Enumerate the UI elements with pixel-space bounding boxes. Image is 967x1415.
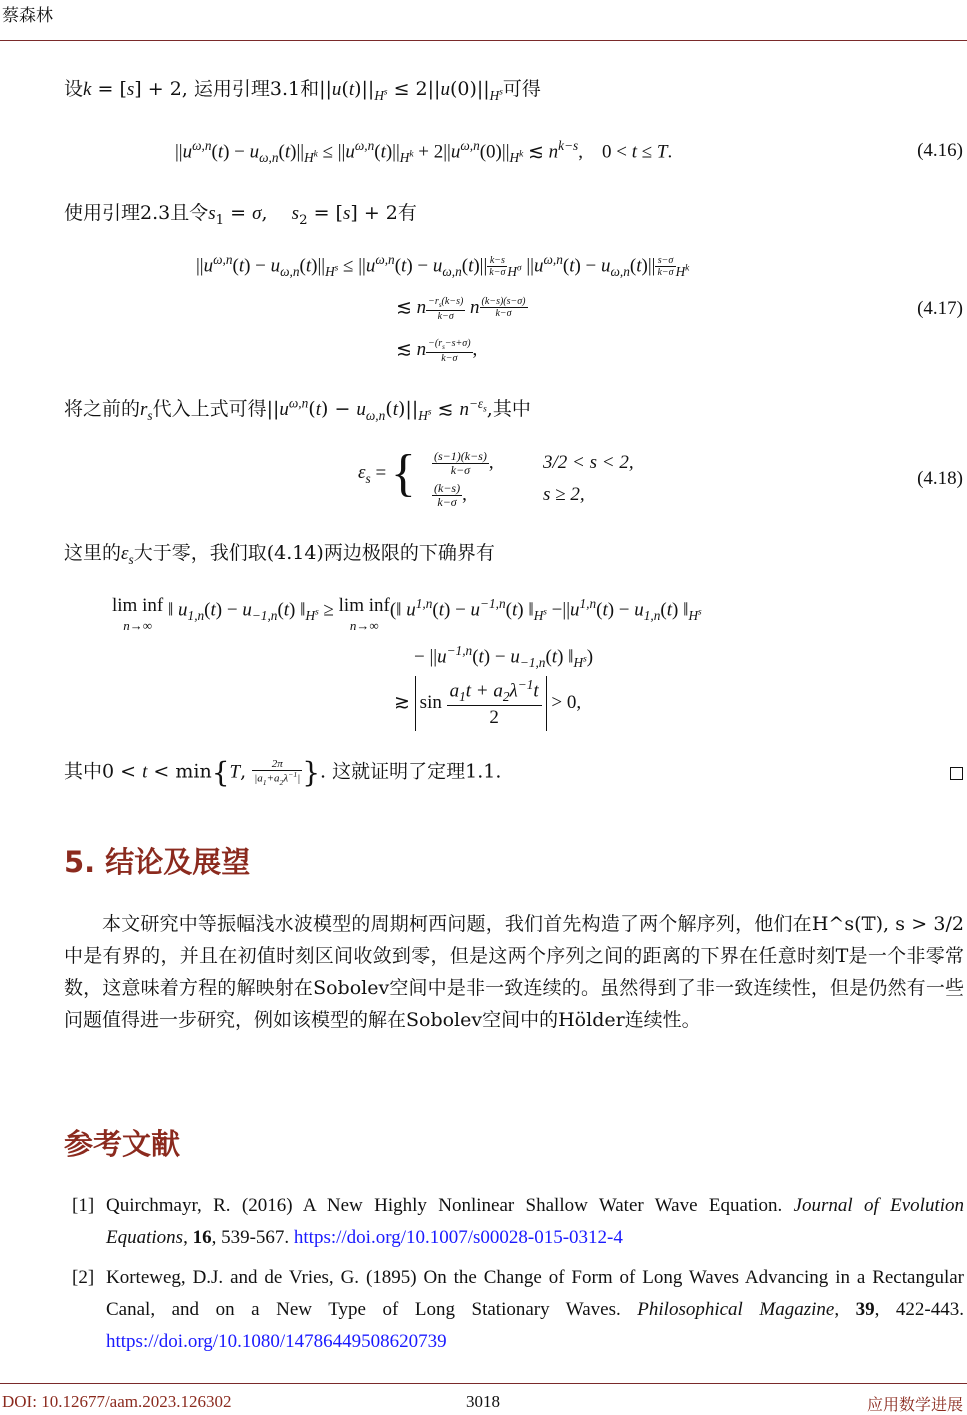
equation-4-17-row1: $||u^{\omega,n}(t) - u_{\omega,n}(t)||_{H^s} \le ||u^{\omega,n}(t) - u_{\omega,n}(t)||$ $\frac{k-s}{k-\sigma}$ $_{H^\sigma}$ $||u^{\omega,n}(t) - u_{\omega,n}(t)||$ $\frac{s-\sigma}{k-\sigma}$ $_{H^k}$ bbox=[196, 252, 690, 280]
section-5-paragraph: 本文研究中等振幅浅水波模型的周期柯西问题，我们首先构造了两个解序列，他们在H^s(𝕋), s > 3/2中是有界的，并且在初值时刻区间收敛到零，但是这两个序列之间的距离的下界在任意时刻T是一个非零常数，这意味着方程的解映射在Sobolev空间中是非一致连续的。虽然得到了非一致连续性，但是仍然有一些问题值得进一步研究，例如该模型的解在Sobolev空间中的Hölder连续性。 bbox=[64, 913, 964, 1031]
reference-2-number: [2] bbox=[72, 1267, 95, 1288]
reference-1-journal: Journal of Evolution Equations bbox=[106, 1195, 965, 1248]
equation-4-17-row3: ≲ n $\frac{-(r_s-s+\sigma)}{k-\sigma}$ , bbox=[396, 338, 478, 364]
reference-2-text: Korteweg, D.J. and de Vries, G. (1895) On the Change of Form of Long Waves Advancing in a Rectangular Canal, and on a New Type of Long Stationary Waves. bbox=[106, 1267, 964, 1320]
footer-journal-name: 应用数学进展 bbox=[866, 1395, 963, 1414]
equation-4-16: $||u^{\omega,n}(t) - u_{\omega,n}(t)||_{H^k} \le ||u^{\omega,n}(t)||_{H^k} + 2||u^{\omega,n}(0)||_{H^k}$ ≲ $n^{k-s}$, 0 < t ≤ T. bbox=[175, 138, 673, 166]
equation-4-18: $\varepsilon_s$ = { bbox=[358, 445, 416, 502]
references-title: 参考文献 bbox=[64, 1127, 181, 1161]
footer-doi[interactable]: DOI: 10.12677/aam.2023.126302 bbox=[2, 1392, 232, 1411]
section-5-title: 5. 结论及展望 bbox=[64, 845, 251, 879]
equation-number-4-18: (4.18) bbox=[917, 468, 963, 489]
reference-1: [1] Quirchmayr, R. (2016) A New Highly Nonlinear Shallow Water Wave Equation. Journal of Evolution Equations, 16, 539-567. https://doi.org/10.1007/s00028-015-0312-4 bbox=[64, 1190, 964, 1254]
reference-1-volume: 16 bbox=[192, 1227, 212, 1248]
reference-1-link[interactable]: https://doi.org/10.1007/s00028-015-0312-4 bbox=[293, 1227, 623, 1248]
equation-4-17-row2: ≲ n $\frac{-r_s(k-s)}{k-\sigma}$ n $\frac{(k-s)(s-\sigma)}{k-\sigma}$ bbox=[396, 296, 526, 322]
equation-liminf-row2: − $||u^{-1,n}(t) - u_{-1,n}(t)$ $‖_{H^s}$) bbox=[414, 643, 594, 671]
body-line-3: 将之前的$r_s$代入上式可得$||u^{\omega,n}(t) - u_{\omega,n}(t)||_{H^s}$ ≲ $n^{-\varepsilon_s}$,其中 bbox=[64, 395, 531, 423]
reference-2-volume: 39 bbox=[855, 1299, 875, 1320]
equation-liminf-row1: lim inf n→∞ ‖ $u_{1,n}(t) - u_{-1,n}(t)$ $‖_{H^s} \ge \lim$ inf n→∞(‖ $u^{1,n}(t) - u^{-1,n}(t)$ $‖_{H^s} -||u^{1,n}(t) - u_{1,n}(t)$ $‖_{H^s}$ bbox=[112, 595, 702, 633]
reference-2-pages: , 422-443. bbox=[874, 1299, 965, 1320]
reference-2-link[interactable]: https://doi.org/10.1080/14786449508620739 bbox=[106, 1331, 447, 1352]
body-line-1: 设k = [s] + 2, 运用引理3.1和$||u(t)||_{H^s} \le 2||u(0)||_{H^s}$可得 bbox=[64, 78, 541, 103]
equation-4-18-case1: $\frac{(s-1)(k-s)}{k-\sigma}$ , 3/2 < s < 2, bbox=[434, 449, 634, 478]
reference-1-text: Quirchmayr, R. (2016) A New Highly Nonlinear Shallow Water Wave Equation. bbox=[106, 1195, 794, 1216]
page-header bbox=[0, 0, 967, 41]
conclusion-statement: 这就证明了定理1.1. bbox=[332, 760, 502, 783]
equation-4-18-case2: $\frac{(k-s)}{k-\sigma}$ , s ≥ 2, bbox=[434, 481, 585, 510]
body-line-2: 使用引理2.3且令$s_1 = \sigma$, $s_2 = [s] + 2$有 bbox=[64, 202, 417, 228]
equation-number-4-17: (4.17) bbox=[917, 298, 963, 319]
author-name: 蔡森林 bbox=[2, 6, 53, 26]
body-line-4: 这里的$\varepsilon_s$大于零，我们取(4.14)两边极限的下确界有 bbox=[64, 542, 495, 567]
body-line-5: 其中0 < t < min{T, $\frac{2\pi}{|a_1+a_2\lambda^{-1}|}$ }. 这就证明了定理1.1. bbox=[64, 756, 502, 789]
reference-1-number: [1] bbox=[72, 1195, 95, 1216]
reference-2-journal: Philosophical Magazine bbox=[637, 1299, 835, 1320]
reference-1-pages: , 539-567. bbox=[211, 1227, 294, 1248]
qed-symbol bbox=[950, 767, 963, 780]
footer-page-number: 3018 bbox=[466, 1392, 500, 1411]
equation-liminf-row3: ≳ sin $\frac{a_1t + a_2\lambda^{-1}t}{2}$ > 0, bbox=[394, 676, 581, 731]
reference-2: [2] Korteweg, D.J. and de Vries, G. (1895) On the Change of Form of Long Waves Advancing in a Rectangular Canal, and on a New Type of Long Stationary Waves. Philosophical Magazine, 39, 422-443. https://doi.org/10.1080/14786449508620739 bbox=[64, 1262, 964, 1358]
footer-rule bbox=[0, 1383, 967, 1384]
equation-number-4-16: (4.16) bbox=[917, 140, 963, 161]
